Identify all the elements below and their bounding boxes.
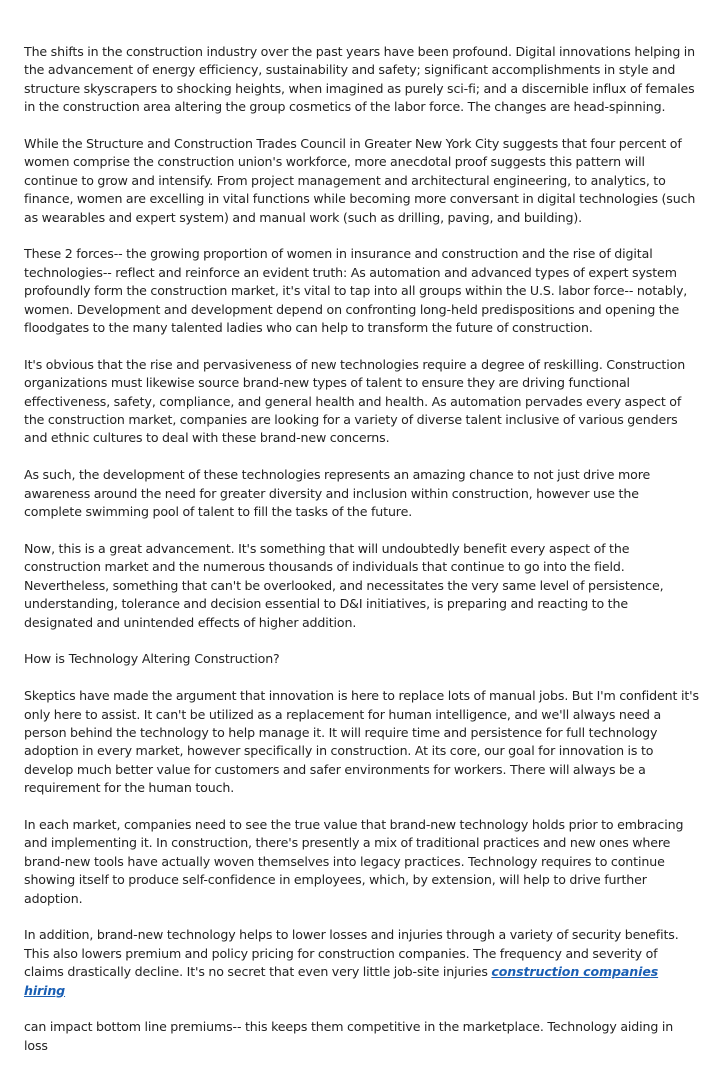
paragraph-10: can impact bottom line premiums-- this keeps them competitive in the marketplace. Technology aiding in loss xyxy=(24,1019,674,1053)
article-body xyxy=(24,43,700,1074)
paragraph-5: As such, the development of these technologies represents an amazing chance to not just drive more awareness around the need for greater diversity and inclusion within construction, however use the complete swimming pool of talent to fill the tasks of the future. xyxy=(24,467,651,520)
paragraph-1: The shifts in the construction industry over the past years have been profound. Digital innovations helping in the advancement of energy efficiency, sustainability and safety; significant accomplishments in style and structure skyscrapers to shocking heights, when imagined as purely sci-fi; and a discernible influx of females in the construction area altering the group cosmetics of the labor force. The changes are head-spinning. xyxy=(24,44,696,115)
paragraph-6: Now, this is a great advancement. It's something that will undoubtedly benefit every aspect of the construction market and the numerous thousands of individuals that continue to go into the field. Nevertheless, something that can't be overlooked, and necessitates the very same level of persistence, understanding, tolerance and decision essential to D&I initiatives, is preparing and reacting to the designated and unintended effects of higher addition. xyxy=(24,540,664,630)
section-heading: How is Technology Altering Construction? xyxy=(24,651,280,667)
construction-companies-hiring-link[interactable]: construction companies hiring xyxy=(24,964,659,998)
paragraph-7: Skeptics have made the argument that innovation is here to replace lots of manual jobs. But I'm confident it's only here to assist. It can't be utilized as a replacement for human intelligence, and we'll always need a person behind the technology to help manage it. It will require time and persistence for full technology adoption in every market, however specifically in construction. At its core, our goal for innovation is to develop much better value for customers and safer environments for workers. There will always be a requirement for the human touch. xyxy=(24,688,699,796)
paragraph-2: While the Structure and Construction Trades Council in Greater New York City suggests that four percent of women comprise the construction union's workforce, more anecdotal proof suggests this pattern will continue to grow and intensify. From project management and architectural engineering, to analytics, to finance, women are excelling in vital functions while becoming more conversant in digital technologies (such as wearables and expert system) and manual work (such as drilling, paving, and building). xyxy=(24,136,696,225)
paragraph-3: These 2 forces-- the growing proportion of women in insurance and construction and the rise of digital technologies-- reflect and reinforce an evident truth: As automation and advanced types of expert system profoundly form the construction market, it's vital to tap into all groups within the U.S. labor force-- notably, women. Development and development depend on confronting long-held predispositions and opening the floodgates to the many talented ladies who can help to transform the future of construction. xyxy=(24,246,688,336)
paragraph-9-text: In addition, brand-new technology helps to lower losses and injuries through a variety of security benefits. This also lowers premium and policy pricing for construction companies. The frequency and severity of claims drastically decline. It's no secret that even very little job-site injuries xyxy=(24,927,679,980)
paragraph-8: In each market, companies need to see the true value that brand-new technology holds prior to embracing and implementing it. In construction, there's presently a mix of traditional practices and new ones where brand-new tools have actually woven themselves into legacy practices. Technology requires to continue showing itself to produce self-confidence in employees, which, by extension, will help to drive further adoption. xyxy=(24,816,684,906)
paragraph-9 xyxy=(24,926,700,1000)
paragraph-4: It's obvious that the rise and pervasiveness of new technologies require a degree of reskilling. Construction organizations must likewise source brand-new types of talent to ensure they are driving functional effectiveness, safety, compliance, and general health and health. As automation pervades every aspect of the construction market, companies are looking for a variety of diverse talent inclusive of various genders and ethnic cultures to deal with these brand-new concerns. xyxy=(24,356,686,446)
